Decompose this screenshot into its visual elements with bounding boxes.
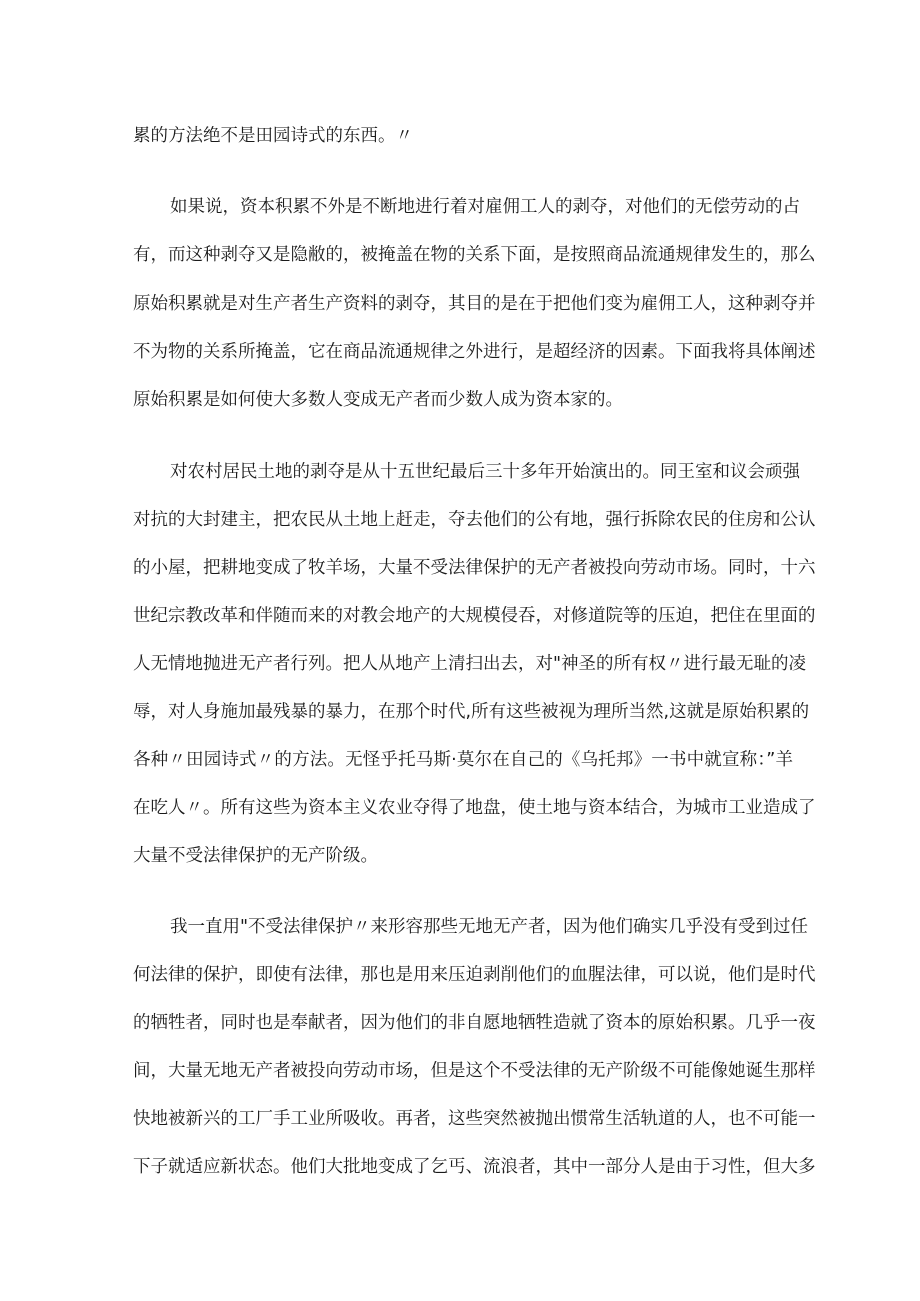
paragraph-4-line-6: 下子就适应新状态。他们大批地变成了乞丐、流浪者，其中一部分人是由于习性，但大多 — [133, 1157, 816, 1177]
paragraph-4-line-2: 何法律的保护，即使有法律，那也是用来压迫剥削他们的血腥法律，可以说，他们是时代 — [133, 965, 816, 985]
paragraph-1-line-1: 累的方法绝不是田园诗式的东西。〃 — [133, 126, 413, 146]
paragraph-4-line-4: 间，大量无地无产者被投向劳动市场，但是这个不受法律的无产阶级不可能像她诞生那样 — [133, 1061, 816, 1081]
paragraph-3-line-3: 的小屋，把耕地变成了牧羊场，大量不受法律保护的无产者被投向劳动市场。同时，十六 — [133, 558, 816, 578]
paragraph-2-line-1: 如果说，资本积累不外是不断地进行着对雇佣工人的剥夺，对他们的无偿劳动的占 — [170, 197, 800, 217]
paragraph-2-line-5: 原始积累是如何使大多数人变成无产者而少数人成为资本家的。 — [133, 390, 623, 410]
paragraph-3-line-1: 对农村居民土地的剥夺是从十五世纪最后三十多年开始演出的。同王室和议会顽强 — [170, 462, 800, 482]
paragraph-3-line-4: 世纪宗教改革和伴随而来的对教会地产的大规模侵吞，对修道院等的压迫，把住在里面的 — [133, 606, 816, 626]
paragraph-2-line-4: 不为物的关系所掩盖，它在商品流通规律之外进行，是超经济的因素。下面我将具体阐述 — [133, 342, 816, 362]
paragraph-4-line-1: 我一直用"不受法律保护〃来形容那些无地无产者，因为他们确实几乎没有受到过任 — [170, 917, 809, 937]
paragraph-3-line-2: 对抗的大封建主，把农民从土地上赶走，夺去他们的公有地，强行拆除农民的住房和公认 — [133, 510, 816, 530]
paragraph-3-line-8: 在吃人〃。所有这些为资本主义农业夺得了地盘，使土地与资本结合，为城市工业造成了 — [133, 798, 816, 818]
paragraph-3-line-6: 辱，对人身施加最残暴的暴力，在那个时代,所有这些被视为理所当然,这就是原始积累的 — [133, 702, 810, 722]
paragraph-2-line-3: 原始积累就是对生产者生产资料的剥夺，其目的是在于把他们变为雇佣工人，这种剥夺并 — [133, 294, 816, 314]
paragraph-4-line-5: 快地被新兴的工厂手工业所吸收。再者，这些突然被抛出惯常生活轨道的人，也不可能一 — [133, 1109, 816, 1129]
paragraph-3-line-5: 人无情地抛进无产者行列。把人从地产上清扫出去，对"神圣的所有权〃进行最无耻的凌 — [133, 654, 807, 674]
paragraph-2-line-2: 有，而这种剥夺又是隐敝的，被掩盖在物的关系下面，是按照商品流通规律发生的，那么 — [133, 245, 816, 265]
paragraph-3-line-9: 大量不受法律保护的无产阶级。 — [133, 846, 378, 866]
paragraph-3-line-7: 各种〃田园诗式〃的方法。无怪乎托马斯·莫尔在自己的《乌托邦》一书中就宣称：”羊 — [133, 750, 793, 770]
paragraph-4-line-3: 的牺牲者，同时也是奉献者，因为他们的非自愿地牺牲造就了资本的原始积累。几乎一夜 — [133, 1013, 816, 1033]
